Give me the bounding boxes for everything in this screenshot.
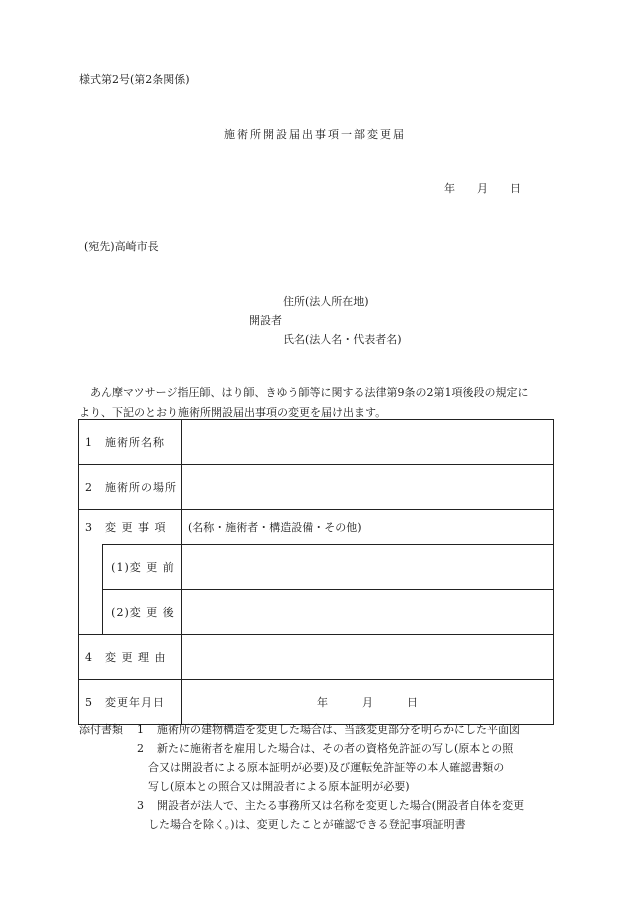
change-reason-field[interactable] <box>182 635 554 680</box>
attachment-text: 合又は開設者による原本証明が必要)及び運転免許証等の本人確認書類の <box>148 761 505 774</box>
indent-cell <box>79 545 103 635</box>
applicant-address-label: 住所(法人所在地) <box>283 295 369 308</box>
body-text <box>79 383 553 423</box>
facility-name-label: 1 施術所名称 <box>79 420 182 465</box>
form-number: 様式第2号(第2条関係) <box>79 73 190 86</box>
date-year: 年 <box>444 182 455 195</box>
change-date-day: 日 <box>407 696 418 709</box>
attachments <box>79 720 555 834</box>
change-date-label: 5 変更年月日 <box>79 680 182 725</box>
attachment-text: 開設者が法人で、主たる事務所又は名称を変更した場合(開設者自体を変更 <box>157 799 525 812</box>
table-row <box>79 680 554 725</box>
attachment-text: した場合を除く。)は、変更したことが確認できる登記事項証明書 <box>148 818 466 831</box>
submission-date <box>444 180 543 196</box>
applicant-role-label: 開設者 <box>249 314 282 327</box>
table-row <box>79 635 554 680</box>
attachment-number: 1 <box>137 723 144 736</box>
before-change-label: (1)変 更 前 <box>103 545 182 590</box>
body-line-2: より、下記のとおり施術所開設届出事項の変更を届け出ます。 <box>79 406 387 419</box>
table-row <box>79 465 554 510</box>
before-change-field[interactable] <box>182 545 554 590</box>
date-month: 月 <box>477 182 488 195</box>
attachment-text: 写し(原本との照合又は開設者による原本証明が必要) <box>148 780 410 793</box>
body-line-1: あん摩マツサージ指圧師、はり師、きゆう師等に関する法律第9条の2第1項後段の規定に <box>90 386 529 399</box>
facility-location-field[interactable] <box>182 465 554 510</box>
table-row <box>79 420 554 465</box>
table-row <box>79 545 554 590</box>
table-row <box>79 510 554 545</box>
attachment-text: 新たに施術者を雇用した場合は、その者の資格免許証の写し(原本との照 <box>157 742 514 755</box>
attachment-number: 3 <box>137 799 144 812</box>
date-day: 日 <box>510 182 521 195</box>
change-reason-label: 4 変 更 理 由 <box>79 635 182 680</box>
facility-location-label: 2 施術所の場所 <box>79 465 182 510</box>
attachment-number: 2 <box>137 742 144 755</box>
facility-name-field[interactable] <box>182 420 554 465</box>
change-date-field[interactable] <box>182 680 554 725</box>
change-items-note: (名称・施術者・構造設備・その他) <box>182 510 554 545</box>
addressee: (宛先)高崎市長 <box>84 240 159 253</box>
page-title: 施術所開設届出事項一部変更届 <box>224 128 406 141</box>
after-change-label: (2)変 更 後 <box>103 590 182 635</box>
after-change-field[interactable] <box>182 590 554 635</box>
applicant-name-label: 氏名(法人名・代表者名) <box>283 333 402 346</box>
table-row <box>79 590 554 635</box>
change-date-year: 年 <box>317 696 328 709</box>
attachment-text: 施術所の建物構造を変更した場合は、当該変更部分を明らかにした平面図 <box>157 723 520 736</box>
change-items-label: 3 変 更 事 項 <box>79 510 182 545</box>
attachments-heading: 添付書類 <box>79 723 123 736</box>
change-date-month: 月 <box>362 696 373 709</box>
change-form-table <box>78 419 554 725</box>
